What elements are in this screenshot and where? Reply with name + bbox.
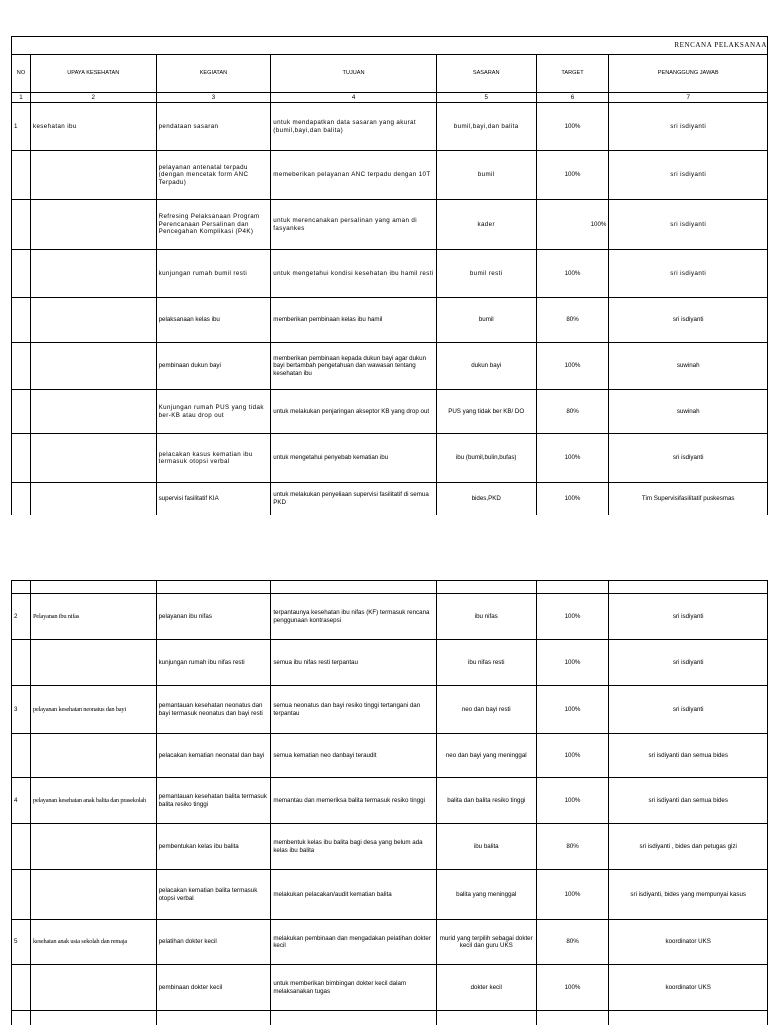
cell-sasaran: neo dan bayi resti — [436, 686, 536, 734]
cell-upaya: kesehatan anak usia sekolah dan remaja — [30, 920, 156, 965]
cell-kegiatan: kunjungan rumah ibu nifas resti — [156, 640, 271, 686]
table-row — [12, 434, 768, 483]
cell-upaya — [30, 200, 156, 250]
cell-sasaran: bides,PKD — [436, 483, 536, 515]
header-sasaran: SASARAN — [436, 55, 536, 93]
cell-target: 80% — [536, 824, 609, 870]
table-row — [12, 824, 768, 870]
cell-tujuan: untuk mengetahui kondisi kesehatan ibu hamil resti — [271, 250, 437, 298]
cell-upaya — [30, 734, 156, 778]
cell-pj: sri isdiyanti — [609, 686, 768, 734]
cell-pj: suwinah — [609, 390, 768, 434]
cell-no — [12, 343, 31, 390]
table-row — [12, 343, 768, 390]
cell-tujuan: semua ibu nifas resti terpantau — [271, 640, 437, 686]
cell-tujuan: memberikan pembinaan kelas ibu hamil — [271, 298, 437, 343]
table-row — [12, 390, 768, 434]
cell-target: 100% — [536, 686, 609, 734]
cell-target: 100% — [536, 103, 609, 151]
cell-kegiatan: pelacakan kematian balita termasuk otopsi verbal — [156, 870, 271, 920]
cell-pj: sri isdiyanti — [609, 103, 768, 151]
cell-tujuan: semua neonatus dan bayi resiko tinggi tertangani dan terpantau — [271, 686, 437, 734]
cell-sasaran: bumil resti — [436, 250, 536, 298]
cell-target: 100% — [536, 870, 609, 920]
cell-pj: sri isdiyanti dan semua bides — [609, 734, 768, 778]
table-row — [12, 250, 768, 298]
header-row — [12, 55, 768, 93]
cell-pj: sri isdiyanti , bides dan petugas gizi — [609, 824, 768, 870]
cell-sasaran: bumil,bayi,dan balita — [436, 103, 536, 151]
cell-pj: koordinator UKS — [609, 920, 768, 965]
cell-sasaran: ibu nifas — [436, 594, 536, 640]
table-row — [12, 594, 768, 640]
colnum-3: 3 — [156, 93, 271, 103]
cell-target: 80% — [536, 920, 609, 965]
cell-tujuan: untuk melakukan penyeliaan supervisi fasilitatif di semua PKD — [271, 483, 437, 515]
table-row — [12, 298, 768, 343]
cell-kegiatan: supervisi fasilitatif KIA — [156, 483, 271, 515]
cell-tujuan: melakukan pembinaan dan mengadakan pelatihan dokter kecil — [271, 920, 437, 965]
cell-upaya — [30, 483, 156, 515]
cell-pj: sri isdiyanti dan semua bides — [609, 778, 768, 824]
cell-sasaran: ibu (bumil,bulin,bufas) — [436, 434, 536, 483]
cell-no — [12, 250, 31, 298]
cell-tujuan: untuk memberikan bimbingan dokter kecil dalam melaksanakan tugas — [271, 965, 437, 1011]
cell-kegiatan: Kunjungan rumah PUS yang tidak ber-KB atau drop out — [156, 390, 271, 434]
cell-upaya — [30, 965, 156, 1011]
cell-kegiatan: pelayanan antenatal terpadu (dengan mencetak form ANC Terpadu) — [156, 151, 271, 200]
cell-tujuan: untuk mengetahui penyebab kematian ibu — [271, 434, 437, 483]
cell-tujuan: untuk merencanakan persalinan yang aman di fasyankes — [271, 200, 437, 250]
cell-sasaran: ibu nifas resti — [436, 640, 536, 686]
table-row — [12, 686, 768, 734]
cell-target: 100% — [536, 151, 609, 200]
cell-upaya — [30, 640, 156, 686]
cell-pj: sri isdiyanti — [609, 594, 768, 640]
cell-pj: sri isdiyanti — [609, 200, 768, 250]
header-tujuan: TUJUAN — [271, 55, 437, 93]
header-upaya: UPAYA KESEHATAN — [30, 55, 156, 93]
cell-tujuan: semua kematian neo danbayi teraudit — [271, 734, 437, 778]
cell-kegiatan: kunjungan rumah bumil resti — [156, 250, 271, 298]
header-kegiatan: KEGIATAN — [156, 55, 271, 93]
plan-table-page-1 — [11, 36, 768, 515]
cell-sasaran: murid yang terpilih sebagai dokter kecil dan guru UKS — [436, 920, 536, 965]
cell-upaya — [30, 151, 156, 200]
cell-no: 1 — [12, 103, 31, 151]
table-row — [12, 151, 768, 200]
cell-upaya: pelayanan kesehatan anak balita dan prasekolah — [30, 778, 156, 824]
cell-kegiatan: pelayanan ibu nifas — [156, 594, 271, 640]
cell-upaya — [30, 434, 156, 483]
cell-target: 100% — [536, 594, 609, 640]
cell-pj: sri isdiyanti, bides yang mempunyai kasus — [609, 870, 768, 920]
cell-sasaran: PUS yang tidak ber KB/ DO — [436, 390, 536, 434]
cell-target: 80% — [536, 390, 609, 434]
table-row — [12, 734, 768, 778]
table-row — [12, 103, 768, 151]
colnum-5: 5 — [436, 93, 536, 103]
cell-target: 100% — [536, 250, 609, 298]
cell-sasaran: kader — [436, 200, 536, 250]
cell-target: 100% — [536, 778, 609, 824]
cell-sasaran: neo dan bayi yang meninggal — [436, 734, 536, 778]
cell-pj: sri isdiyanti — [609, 640, 768, 686]
cell-upaya — [30, 870, 156, 920]
cell-pj: sri isdiyanti — [609, 151, 768, 200]
colnum-6: 6 — [536, 93, 609, 103]
header-target: TARGET — [536, 55, 609, 93]
cell-no: 3 — [12, 686, 31, 734]
cell-kegiatan: pemantauan kesehatan neonatus dan bayi termasuk neonatus dan bayi resti — [156, 686, 271, 734]
cell-no: 5 — [12, 920, 31, 965]
document-title: RENCANA PELAKSANAA — [12, 37, 768, 55]
cell-no: 4 — [12, 778, 31, 824]
cell-kegiatan: pelacakan kasus kematian ibu termasuk otopsi verbal — [156, 434, 271, 483]
cell-tujuan: untuk mendapatkan data sasaran yang akurat (bumil,bayi,dan balita) — [271, 103, 437, 151]
cell-tujuan: untuk melakukan penjaringan akseptor KB yang drop out — [271, 390, 437, 434]
cell-upaya: Pelayanan ibu nifas — [30, 594, 156, 640]
table-row — [12, 870, 768, 920]
cell-sasaran: bumil — [436, 151, 536, 200]
cell-no — [12, 390, 31, 434]
table-row — [12, 640, 768, 686]
cell-target: 100% — [536, 343, 609, 390]
cell-kegiatan: pembentukan kelas ibu balita — [156, 824, 271, 870]
cell-kegiatan: pemantauan kesehatan balita termasuk balita resiko tinggi — [156, 778, 271, 824]
cell-target: 100% — [536, 734, 609, 778]
cell-kegiatan: pelacakan kematian neonatal dan bayi — [156, 734, 271, 778]
cell-sasaran: balita dan balita resiko tinggi — [436, 778, 536, 824]
cell-target: 80% — [536, 298, 609, 343]
cell-no — [12, 734, 31, 778]
cell-tujuan: membentuk kelas ibu balita bagi desa yang belum ada kelas ibu balita — [271, 824, 437, 870]
colnum-1: 1 — [12, 93, 31, 103]
cell-upaya — [30, 390, 156, 434]
cell-no: 2 — [12, 594, 31, 640]
cell-tujuan: terpantaunya kesehatan ibu nifas (KF) termasuk rencana penggunaan kontrasepsi — [271, 594, 437, 640]
cell-target: 100% — [536, 434, 609, 483]
cell-kegiatan: pelatihan dokter kecil — [156, 920, 271, 965]
table-row — [12, 200, 768, 250]
cell-pj: Tim Supervisifasilitatif puskesmas — [609, 483, 768, 515]
plan-table-page-2 — [11, 580, 768, 1025]
cell-sasaran: dokter kecil — [436, 965, 536, 1011]
table-row — [12, 778, 768, 824]
cell-no — [12, 298, 31, 343]
cell-kegiatan: pendataan sasaran — [156, 103, 271, 151]
table-row — [12, 920, 768, 965]
cell-upaya — [30, 298, 156, 343]
cell-tujuan: memberikan pembinaan kepada dukun bayi agar dukun bayi bertambah pengetahuan dan wawasan tentang kesehatan ibu — [271, 343, 437, 390]
header-pj: PENANGGUNG JAWAB — [609, 55, 768, 93]
cell-pj: sri isdiyanti — [609, 250, 768, 298]
cell-pj: sri isdiyanti — [609, 298, 768, 343]
cell-sasaran: bumil — [436, 298, 536, 343]
cell-upaya: kesehatan ibu — [30, 103, 156, 151]
cell-upaya — [30, 250, 156, 298]
cell-no — [12, 151, 31, 200]
cell-no — [12, 824, 31, 870]
table-row — [12, 965, 768, 1011]
cell-sasaran: balita yang meninggal — [436, 870, 536, 920]
colnum-2: 2 — [30, 93, 156, 103]
cell-tujuan: memeberikan pelayanan ANC terpadu dengan 10T — [271, 151, 437, 200]
cell-sasaran: ibu balita — [436, 824, 536, 870]
table-row — [12, 483, 768, 515]
cell-target: 100% — [536, 483, 609, 515]
cell-no — [12, 965, 31, 1011]
cell-pj: sri isdiyanti — [609, 434, 768, 483]
title-row — [12, 37, 768, 55]
cell-pj: suwinah — [609, 343, 768, 390]
colnum-4: 4 — [271, 93, 437, 103]
header-no: NO — [12, 55, 31, 93]
cell-no — [12, 434, 31, 483]
cell-no — [12, 483, 31, 515]
cell-no — [12, 200, 31, 250]
cell-no — [12, 640, 31, 686]
cell-no — [12, 870, 31, 920]
cell-pj: koordinator UKS — [609, 965, 768, 1011]
cell-upaya — [30, 343, 156, 390]
cell-target: 100% — [536, 965, 609, 1011]
cell-kegiatan: Refresing Pelaksanaan Program Perencanaan Persalinan dan Pencegahan Komplikasi (P4K) — [156, 200, 271, 250]
cell-kegiatan: pembinaan dokter kecil — [156, 965, 271, 1011]
column-number-row — [12, 93, 768, 103]
cell-target: 100% — [536, 200, 609, 250]
cell-tujuan: memantau dan memeriksa balita termasuk resiko tinggi — [271, 778, 437, 824]
spacer-row — [12, 581, 768, 594]
cell-upaya — [30, 824, 156, 870]
colnum-7: 7 — [609, 93, 768, 103]
cell-upaya: pelayanan kesehatan neonatus dan bayi — [30, 686, 156, 734]
cell-tujuan: melakukan pelacakan/audit kematian balita — [271, 870, 437, 920]
cell-kegiatan: pelaksanaan kelas ibu — [156, 298, 271, 343]
cell-kegiatan: pembinaan dukun bayi — [156, 343, 271, 390]
spacer-row — [12, 1011, 768, 1025]
cell-sasaran: dukun bayi — [436, 343, 536, 390]
cell-target: 100% — [536, 640, 609, 686]
